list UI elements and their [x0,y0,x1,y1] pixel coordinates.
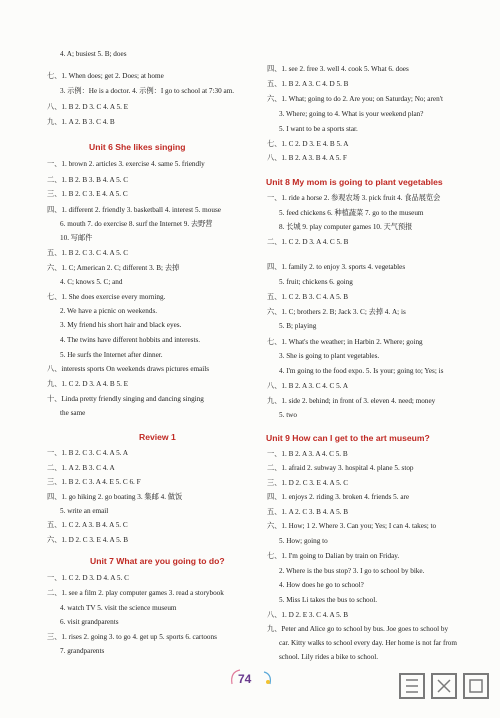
answer-line: 二、1. A 2. B 3. C 4. A [47,464,115,472]
answer-line: 5. write an email [60,507,109,515]
answer-line: 八、1. D 2. E 3. C 4. A 5. B [267,611,349,619]
answer-line: 七、1. When does; get 2. Does; at home [47,72,164,80]
answer-line: 四、1. family 2. to enjoy 3. sports 4. vegetables [267,263,406,271]
answer-line: 3. My friend his short hair and black eyes. [60,321,182,329]
answer-line: 六、1. C; brothers 2. B; Jack 3. C; 去掉 4. A; is [267,308,406,316]
answer-line: 2. We have a picnic on weekends. [60,307,158,315]
answer-line: 5. B; playing [279,322,317,330]
answer-line: 二、1. C 2. D 3. A 4. C 5. B [267,238,349,246]
answer-line: 一、1. brown 2. articles 3. exercise 4. same 5. friendly [47,160,205,168]
answer-line: 3. Where; going to 4. What is your weekend plan? [279,110,424,118]
unit-heading: Unit 6 She likes singing [89,142,186,152]
answer-line: 4. C; knows 5. C; and [60,278,123,286]
answer-line: 八、1. B 2. D 3. C 4. A 5. E [47,103,129,111]
answer-line: 2. Where is the bus stop? 3. I go to school by bike. [279,567,425,575]
answer-line: 五、1. B 2. A 3. C 4. D 5. B [267,80,349,88]
unit-heading: Unit 7 What are you going to do? [90,556,225,566]
answer-line: 三、1. B 2. C 3. E 4. A 5. C [47,190,128,198]
answer-line: 8. 长城 9. play computer games 10. 天气预报 [279,223,413,231]
answer-line: 九、1. C 2. D 3. A 4. B 5. E [47,380,129,388]
answer-line: 4. I'm going to the food expo. 5. Is your; going to; Yes; is [279,367,444,375]
answer-line: 六、1. What; going to do 2. Are you; on Saturday; No; aren't [267,95,443,103]
answer-line: 十、Linda pretty friendly singing and dancing singing [47,395,204,403]
answer-line: 二、1. see a film 2. play computer games 3. read a storybook [47,589,224,597]
answer-line: 5. How; going to [279,537,328,545]
answer-line: 一、1. B 2. A 3. A 4. C 5. B [267,450,348,458]
answer-line: 一、1. ride a horse 2. 参观农场 3. pick fruit 4. 食品展览会 [267,194,441,202]
answer-line: 六、1. How; 1 2. Where 3. Can you; Yes; I can 4. takes; to [267,522,437,530]
answer-line: 七、1. C 2. D 3. E 4. B 5. A [267,140,349,148]
answer-line: 4. How does he go to school? [279,581,364,589]
answer-line: 五、1. C 2. A 3. B 4. A 5. C [47,521,128,529]
answer-line: 八、1. B 2. A 3. C 4. C 5. A [267,382,349,390]
answer-line: 八、interests sports On weekends draws pictures emails [47,365,210,373]
answer-line: school. Lily rides a bike to school. [279,653,379,661]
answer-line: 五、1. C 2. B 3. C 4. A 5. B [267,293,349,301]
answer-line: 八、1. B 2. A 3. B 4. A 5. F [267,154,347,162]
answer-line: 四、1. go hiking 2. go boating 3. 集邮 4. 做饭 [47,493,183,501]
unit-heading: Unit 9 How can I get to the art museum? [266,433,430,443]
answer-line: 九、Peter and Alice go to school by bus. Joe goes to school by [267,625,449,633]
answer-line: 二、1. afraid 2. subway 3. hospital 4. plane 5. stop [267,464,414,472]
answer-line: 三、1. rises 2. going 3. to go 4. get up 5. sports 6. cartoons [47,633,217,641]
answer-line: 七、1. What's the weather; in Harbin 2. Where; going [267,338,423,346]
answer-line: 七、1. I'm going to Dalian by train on Friday. [267,552,400,560]
answer-line: 5. He surfs the Internet after dinner. [60,351,163,359]
answer-line: 4. A; busiest 5. B; does [60,50,127,58]
answer-line: 六、1. C; American 2. C; different 3. B; 去掉 [47,264,180,272]
answer-line: 七、1. She does exercise every morning. [47,293,166,301]
answer-line: 6. visit grandparents [60,618,119,626]
answer-line: 九、1. A 2. B 3. C 4. B [47,118,115,126]
answer-line: 四、1. enjoys 2. riding 3. broken 4. friends 5. are [267,493,410,501]
answer-line: 九、1. side 2. behind; in front of 3. eleven 4. need; money [267,397,436,405]
answer-line: 五、1. B 2. C 3. C 4. A 5. C [47,249,129,257]
answer-line: 4. The twins have different hobbits and interests. [60,336,201,344]
answer-line: 二、1. B 2. B 3. B 4. A 5. C [47,176,129,184]
answer-line: 四、1. see 2. free 3. well 4. cook 5. What 6. does [267,65,409,73]
answer-line: 3. 示例：He is a doctor. 4. 示例：I go to school at 7:30 am. [60,87,235,95]
answer-line: 5. feed chickens 6. 种植蔬菜 7. go to the museum [279,209,424,217]
unit-heading: Unit 8 My mom is going to plant vegetables [266,177,443,187]
answer-line: 3. She is going to plant vegetables. [279,352,380,360]
answer-line: 10. 写邮件 [60,234,93,242]
answer-line: 五、1. A 2. C 3. B 4. A 5. B [267,508,349,516]
answer-line: 7. grandparents [60,647,105,655]
answer-line: 5. two [279,411,297,419]
answer-line: 6. mouth 7. do exercise 8. surf the Internet 9. 去野营 [60,220,213,228]
answer-line: 四、1. different 2. friendly 3. basketball 4. interest 5. mouse [47,206,221,214]
answer-line: 六、1. D 2. C 3. E 4. A 5. B [47,536,129,544]
answer-line: 5. I want to be a sports star. [279,125,358,133]
answer-line: 三、1. B 2. C 3. A 4. E 5. C 6. F [47,478,141,486]
answer-line: the same [60,409,86,417]
answer-line: 一、1. C 2. D 3. D 4. A 5. C [47,574,129,582]
answer-line: 三、1. D 2. C 3. E 4. A 5. C [267,479,349,487]
watermark-logo-icon [398,672,494,712]
answer-line: 一、1. B 2. C 3. C 4. A 5. A [47,449,129,457]
answer-line: 5. Miss Li takes the bus to school. [279,596,378,604]
page-number: 74 [238,672,252,686]
answer-line: car. Kitty walks to school every day. Her home is not far from [279,639,457,647]
review-heading: Review 1 [139,432,176,442]
answer-line: 5. fruit; chickens 6. going [279,278,353,286]
answer-line: 4. watch TV 5. visit the science museum [60,604,177,612]
